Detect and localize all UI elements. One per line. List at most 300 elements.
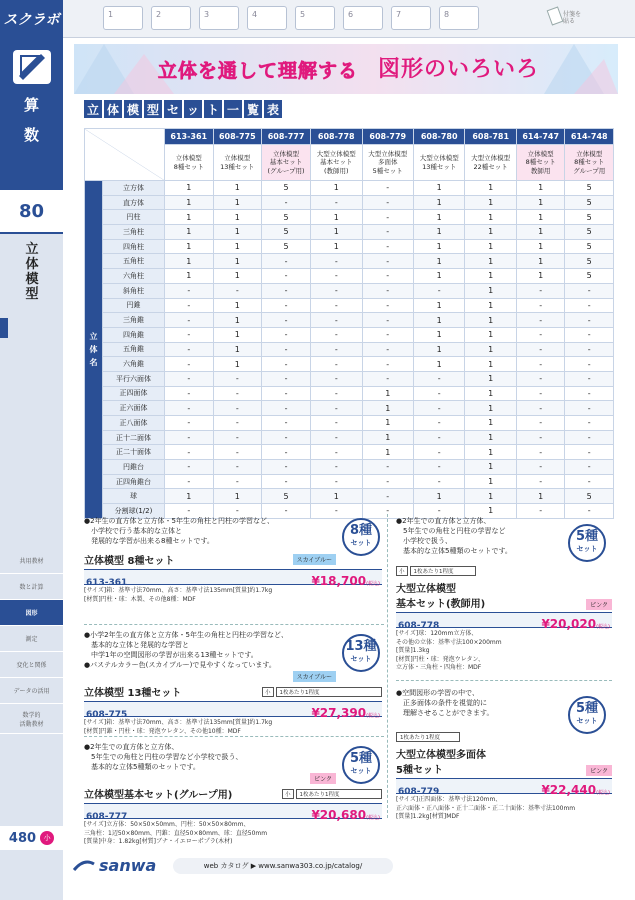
table-cell: -	[165, 342, 214, 357]
table-cell: 1	[165, 181, 214, 196]
sticky-note-label: 付箋を 貼る	[563, 11, 582, 25]
side-nav-item[interactable]: 測定	[0, 626, 63, 652]
table-cell: 1	[165, 489, 214, 504]
table-cell: -	[362, 210, 413, 225]
tab-6[interactable]: 6	[343, 6, 383, 30]
tax-label: (税込)	[596, 624, 610, 630]
table-cell: 1	[465, 313, 516, 328]
table-cell: -	[362, 181, 413, 196]
table-cell: -	[565, 445, 614, 460]
set-unit: セット	[350, 655, 372, 663]
table-cell: 1	[165, 210, 214, 225]
table-cell: 1	[465, 327, 516, 342]
table-row	[85, 416, 614, 431]
table-cell: 1	[213, 298, 262, 313]
column-name: 立体模型 13種セット	[213, 145, 262, 181]
table-cell: 1	[516, 195, 565, 210]
table-cell: -	[165, 430, 214, 445]
table-cell: 1	[213, 357, 262, 372]
table-row	[85, 239, 614, 254]
column-code: 608-777	[262, 129, 311, 145]
table-cell: -	[213, 401, 262, 416]
product-code[interactable]: 608-777	[86, 812, 128, 822]
shape-group-char: 立	[89, 331, 98, 341]
table-cell: 1	[311, 225, 362, 240]
side-nav-item[interactable]: データの活用	[0, 678, 63, 704]
table-cell: -	[565, 371, 614, 386]
table-row	[85, 357, 614, 372]
table-cell: 1	[465, 181, 516, 196]
price-row	[84, 701, 382, 720]
table-cell: 1	[465, 254, 516, 269]
table-cell: -	[311, 430, 362, 445]
table-row	[85, 401, 614, 416]
table-cell: -	[311, 283, 362, 298]
color-tag: スカイブルー	[293, 671, 336, 682]
column-name: 立体模型 基本セット (グループ用)	[262, 145, 311, 181]
table-cell: 1	[465, 401, 516, 416]
table-cell: 1	[516, 269, 565, 284]
table-cell: 1	[465, 225, 516, 240]
table-cell: -	[362, 298, 413, 313]
table-cell: 1	[516, 210, 565, 225]
column-name: 大型立体模型 22種セット	[465, 145, 516, 181]
set-count-badge	[568, 524, 606, 562]
product-name: 大型立体模型 基本セット(教師用)	[396, 584, 486, 610]
table-cell: -	[516, 298, 565, 313]
shape-name: 四角柱	[103, 239, 165, 254]
catalog-link[interactable]: web カタログ ▶ www.sanwa303.co.jp/catalog/	[173, 858, 393, 874]
table-cell: 1	[465, 283, 516, 298]
table-cell: -	[565, 460, 614, 475]
product-description: ●空間図形の学習の中で、 正多面体の条件を視覚的に 理解させることができます。	[396, 689, 494, 717]
table-cell: -	[213, 386, 262, 401]
table-cell: 1	[413, 342, 464, 357]
table-cell: -	[165, 327, 214, 342]
table-cell: -	[565, 474, 614, 489]
rate-badge: 1枚あたり1程度	[296, 789, 382, 799]
brand-logo: スクラボ	[0, 0, 63, 38]
table-cell: -	[362, 342, 413, 357]
table-cell: 5	[565, 254, 614, 269]
table-row	[85, 195, 614, 210]
table-cell: 1	[311, 239, 362, 254]
shape-name: 立方体	[103, 181, 165, 196]
table-cell: -	[413, 474, 464, 489]
table-cell: 1	[413, 313, 464, 328]
side-nav-item[interactable]: 変化と関係	[0, 652, 63, 678]
table-cell: 1	[465, 195, 516, 210]
table-cell: 1	[413, 269, 464, 284]
sanwa-logo-text: sanwa	[99, 856, 157, 875]
column-name: 立体模型 8種セット グループ用	[565, 145, 614, 181]
table-cell: -	[413, 460, 464, 475]
table-cell: -	[311, 195, 362, 210]
tax-label: (税込)	[366, 815, 380, 821]
shape-name: 五角柱	[103, 254, 165, 269]
table-cell: -	[165, 298, 214, 313]
table-cell: 1	[362, 401, 413, 416]
table-cell: -	[565, 342, 614, 357]
column-name: 大型立体模型 多面体 5種セット	[362, 145, 413, 181]
color-tag: スカイブルー	[293, 554, 336, 565]
product-description: ●2年生での直方体と立方体、 5年生での角柱と円柱の学習など小学校で扱う、 基本的な立体5種類のセットです。	[84, 743, 243, 771]
table-cell: 1	[413, 210, 464, 225]
table-cell: -	[516, 327, 565, 342]
table-cell: 1	[413, 195, 464, 210]
table-cell: 1	[465, 460, 516, 475]
side-nav-item[interactable]: 共用教材	[0, 548, 63, 574]
table-row	[85, 225, 614, 240]
side-nav-item-active[interactable]: 図形	[0, 600, 63, 626]
table-cell: 1	[362, 445, 413, 460]
table-cell: -	[165, 445, 214, 460]
table-cell: 1	[213, 313, 262, 328]
table-cell: -	[311, 445, 362, 460]
sanwa-logo	[73, 856, 156, 875]
tax-label: (税込)	[596, 790, 610, 796]
table-cell: -	[262, 401, 311, 416]
section-title-char: 立	[25, 242, 39, 257]
product-name: 立体模型 8種セット	[84, 556, 175, 567]
color-tag: ピンク	[310, 773, 336, 784]
table-row	[85, 430, 614, 445]
shape-name: 円錐	[103, 298, 165, 313]
table-cell: -	[311, 313, 362, 328]
product-608-777	[84, 742, 382, 847]
table-cell: 1	[311, 181, 362, 196]
table-cell: 1	[311, 489, 362, 504]
table-title	[84, 100, 282, 118]
table-cell: -	[362, 357, 413, 372]
table-row	[85, 371, 614, 386]
shape-name: 正八面体	[103, 416, 165, 431]
table-cell: -	[165, 283, 214, 298]
table-cell: 5	[565, 489, 614, 504]
tab-4[interactable]: 4	[247, 6, 287, 30]
tab-bar	[63, 0, 635, 38]
table-cell: -	[516, 445, 565, 460]
page-footer-number	[0, 826, 63, 850]
table-cell: -	[413, 430, 464, 445]
table-cell: -	[213, 445, 262, 460]
set-count: 5種	[575, 701, 599, 716]
table-row	[85, 342, 614, 357]
table-cell: -	[565, 401, 614, 416]
tab-3[interactable]: 3	[199, 6, 239, 30]
rate-badge: 1枚あたり1程度	[396, 732, 460, 742]
column-name: 大型立体模型 基本セット (教師用)	[311, 145, 362, 181]
table-cell: 1	[465, 504, 516, 519]
shape-group-char: 体	[89, 344, 98, 354]
table-cell: 5	[565, 225, 614, 240]
table-cell: 1	[465, 210, 516, 225]
table-cell: -	[362, 254, 413, 269]
table-title-char: ト	[204, 100, 222, 118]
table-cell: -	[262, 386, 311, 401]
table-cell: -	[213, 283, 262, 298]
table-title-char: 立	[84, 100, 102, 118]
table-cell: -	[362, 474, 413, 489]
table-row	[85, 181, 614, 196]
table-cell: -	[362, 269, 413, 284]
table-cell: 1	[213, 225, 262, 240]
table-cell: -	[165, 313, 214, 328]
table-cell: 1	[413, 181, 464, 196]
table-cell: 5	[262, 181, 311, 196]
shape-name: 正四角錐台	[103, 474, 165, 489]
table-row	[85, 313, 614, 328]
table-cell: 1	[516, 489, 565, 504]
divider	[84, 624, 384, 625]
banner-title-main: 立体を通して理解する	[158, 60, 359, 82]
price-row	[84, 569, 382, 588]
product-description: ●2年生での直方体と立方体、 5年生での角柱と円柱の学習など 小学校で扱う、 基本的な立体5種類のセットです。	[396, 517, 512, 555]
set-count-badge	[342, 634, 380, 672]
page-number: 480	[8, 830, 37, 846]
price-row	[396, 612, 612, 631]
table-cell: 5	[565, 269, 614, 284]
product-code[interactable]: 608-778	[398, 621, 440, 631]
table-cell: -	[311, 416, 362, 431]
table-cell: 1	[413, 298, 464, 313]
table-cell: -	[516, 342, 565, 357]
table-cell: -	[262, 357, 311, 372]
set-count-badge	[342, 746, 380, 784]
section-number: 80	[0, 188, 63, 234]
table-cell: -	[565, 504, 614, 519]
table-cell: 1	[311, 210, 362, 225]
table-cell: -	[362, 327, 413, 342]
table-cell: -	[413, 401, 464, 416]
sidebar	[0, 0, 63, 900]
table-cell: -	[262, 445, 311, 460]
table-cell: -	[516, 430, 565, 445]
table-cell: -	[516, 386, 565, 401]
table-cell: -	[311, 474, 362, 489]
section-title-char: 模	[25, 272, 39, 287]
usage-badges	[396, 566, 476, 576]
table-cell: 1	[465, 386, 516, 401]
set-count: 5種	[349, 751, 373, 766]
divider	[396, 680, 612, 681]
tax-label: (税込)	[366, 581, 380, 587]
table-cell: -	[213, 474, 262, 489]
table-cell: -	[262, 460, 311, 475]
table-cell: -	[516, 283, 565, 298]
column-code: 608-780	[413, 129, 464, 145]
table-cell: -	[516, 371, 565, 386]
product-608-775	[84, 630, 382, 736]
table-cell: -	[311, 371, 362, 386]
table-cell: -	[262, 269, 311, 284]
table-cell: -	[165, 416, 214, 431]
table-cell: 1	[213, 239, 262, 254]
table-cell: -	[516, 416, 565, 431]
table-cell: 1	[213, 489, 262, 504]
column-code: 608-779	[362, 129, 413, 145]
table-row	[85, 254, 614, 269]
section-marker	[0, 318, 8, 338]
product-spec: [サイズ]球：120mm立方体、 その他の立体：基準寸法100×200mm [質量]1.3kg [材質]円柱・球：発泡ウレタン、 立方体・三角柱・四角柱：MDF	[396, 630, 502, 671]
table-cell: -	[165, 460, 214, 475]
table-cell: 5	[262, 210, 311, 225]
grade-badge: 小	[396, 566, 408, 576]
table-cell: 1	[516, 225, 565, 240]
usage-badges	[262, 687, 382, 697]
table-cell: -	[362, 195, 413, 210]
lineup-table	[84, 128, 614, 519]
column-code: 608-781	[465, 129, 516, 145]
table-cell: -	[413, 445, 464, 460]
set-unit: セット	[576, 717, 598, 725]
tab-5[interactable]: 5	[295, 6, 335, 30]
shape-name: 正二十面体	[103, 445, 165, 460]
table-cell: -	[262, 327, 311, 342]
product-name: 立体模型基本セット(グループ用)	[84, 790, 233, 801]
product-description: ●小学2年生の直方体と立方体・5年生の角柱と円柱の学習など、 基本的な立体と発展的な学習と 中学1年の空間図形の学習が出来る13種セットです。 ●パステルカラー色(スカイブルー)で見やすくなっています。	[84, 631, 289, 669]
table-cell: 1	[165, 225, 214, 240]
table-cell: 1	[516, 254, 565, 269]
side-nav-item[interactable]: 数と計算	[0, 574, 63, 600]
product-code[interactable]: 608-775	[86, 710, 128, 720]
main-content	[74, 44, 618, 845]
table-cell: -	[262, 195, 311, 210]
sticky-note-area[interactable]	[547, 4, 587, 32]
table-cell: -	[565, 298, 614, 313]
table-cell: -	[165, 474, 214, 489]
product-spec: [サイズ]正四面体：基準寸法120mm、 正六面体・正八面体・正十二面体・正二十面体：基準寸法100mm [質量]1.2kg[材質]MDF	[396, 796, 576, 820]
table-cell: -	[362, 460, 413, 475]
product-name: 立体模型 13種セット	[84, 688, 182, 699]
set-unit: セット	[350, 539, 372, 547]
table-cell: -	[213, 504, 262, 519]
usage-badges	[396, 732, 460, 742]
table-cell: -	[165, 357, 214, 372]
table-cell: -	[362, 283, 413, 298]
table-title-char: セ	[164, 100, 182, 118]
table-cell: -	[565, 386, 614, 401]
table-cell: 5	[262, 489, 311, 504]
table-cell: -	[516, 313, 565, 328]
table-cell: -	[213, 460, 262, 475]
table-cell: -	[413, 371, 464, 386]
table-cell: 5	[565, 181, 614, 196]
shape-name: 正六面体	[103, 401, 165, 416]
section-title-char: 体	[25, 257, 39, 272]
section-title-char: 型	[25, 287, 39, 302]
table-cell: 1	[165, 239, 214, 254]
table-cell: -	[213, 371, 262, 386]
subject-char-1: 算	[23, 96, 39, 114]
table-cell: -	[362, 504, 413, 519]
table-cell: 5	[565, 239, 614, 254]
table-cell: -	[262, 474, 311, 489]
set-count: 8種	[349, 523, 373, 538]
product-608-779	[396, 688, 612, 822]
shape-name: 三角錐	[103, 313, 165, 328]
shape-name: 円錐台	[103, 460, 165, 475]
table-cell: 1	[465, 342, 516, 357]
table-cell: -	[262, 430, 311, 445]
table-cell: 1	[465, 371, 516, 386]
table-cell: -	[362, 313, 413, 328]
table-cell: -	[362, 489, 413, 504]
subject-char-2: 数	[23, 126, 39, 144]
table-cell: 1	[362, 386, 413, 401]
price-row	[396, 778, 612, 797]
product-spec: [サイズ]箱：基準寸法70mm、高さ：基準寸法135mm[質量]約1.7kg [材質]円錐・円柱・球：発泡ウレタン、その他10種：MDF	[84, 719, 273, 735]
column-name: 立体模型 8種セット 教師用	[516, 145, 565, 181]
column-code: 613-361	[165, 129, 214, 145]
tab-1[interactable]: 1	[103, 6, 143, 30]
table-cell: -	[311, 386, 362, 401]
product-code[interactable]: 613-361	[86, 578, 128, 588]
table-cell: 1	[465, 474, 516, 489]
sticky-note-icon	[547, 6, 564, 25]
tab-2[interactable]: 2	[151, 6, 191, 30]
page-footer	[63, 850, 635, 880]
table-cell: -	[213, 430, 262, 445]
set-count-badge	[568, 696, 606, 734]
table-title-char: 型	[144, 100, 162, 118]
product-price: ¥27,390	[311, 706, 367, 720]
table-cell: -	[516, 474, 565, 489]
table-cell: 1	[465, 489, 516, 504]
side-nav-item[interactable]: 数学的 活動教材	[0, 704, 63, 734]
price-row	[84, 803, 382, 822]
table-cell: -	[413, 416, 464, 431]
table-cell: 1	[165, 195, 214, 210]
rate-badge: 1枚あたり1程度	[410, 566, 476, 576]
table-row	[85, 460, 614, 475]
table-row	[85, 283, 614, 298]
shape-name: 三角柱	[103, 225, 165, 240]
table-cell: 1	[465, 357, 516, 372]
table-cell: 1	[465, 239, 516, 254]
table-cell: -	[565, 357, 614, 372]
column-code: 608-778	[311, 129, 362, 145]
column-code: 614-747	[516, 129, 565, 145]
shape-name: 正四面体	[103, 386, 165, 401]
table-cell: -	[516, 460, 565, 475]
table-cell: 1	[213, 327, 262, 342]
table-cell: -	[262, 298, 311, 313]
set-unit: セット	[350, 767, 372, 775]
tab-7[interactable]: 7	[391, 6, 431, 30]
table-cell: -	[311, 342, 362, 357]
product-code[interactable]: 608-779	[398, 787, 440, 797]
product-name: 大型立体模型多面体 5種セット	[396, 750, 486, 776]
subject-block	[0, 38, 63, 188]
tab-8[interactable]: 8	[439, 6, 479, 30]
table-cell: 1	[413, 327, 464, 342]
column-name: 大型立体模型 13種セット	[413, 145, 464, 181]
color-tag: ピンク	[586, 765, 612, 776]
grade-badge: 小	[262, 687, 274, 697]
table-row	[85, 474, 614, 489]
table-cell: -	[565, 416, 614, 431]
table-cell: -	[262, 371, 311, 386]
table-cell: 1	[516, 181, 565, 196]
table-cell: 1	[413, 225, 464, 240]
grade-badge: 小	[282, 789, 294, 799]
section-title	[20, 242, 44, 302]
geometry-tools-icon	[11, 46, 53, 88]
table-row	[85, 210, 614, 225]
column-code: 608-775	[213, 129, 262, 145]
color-tag: ピンク	[586, 599, 612, 610]
